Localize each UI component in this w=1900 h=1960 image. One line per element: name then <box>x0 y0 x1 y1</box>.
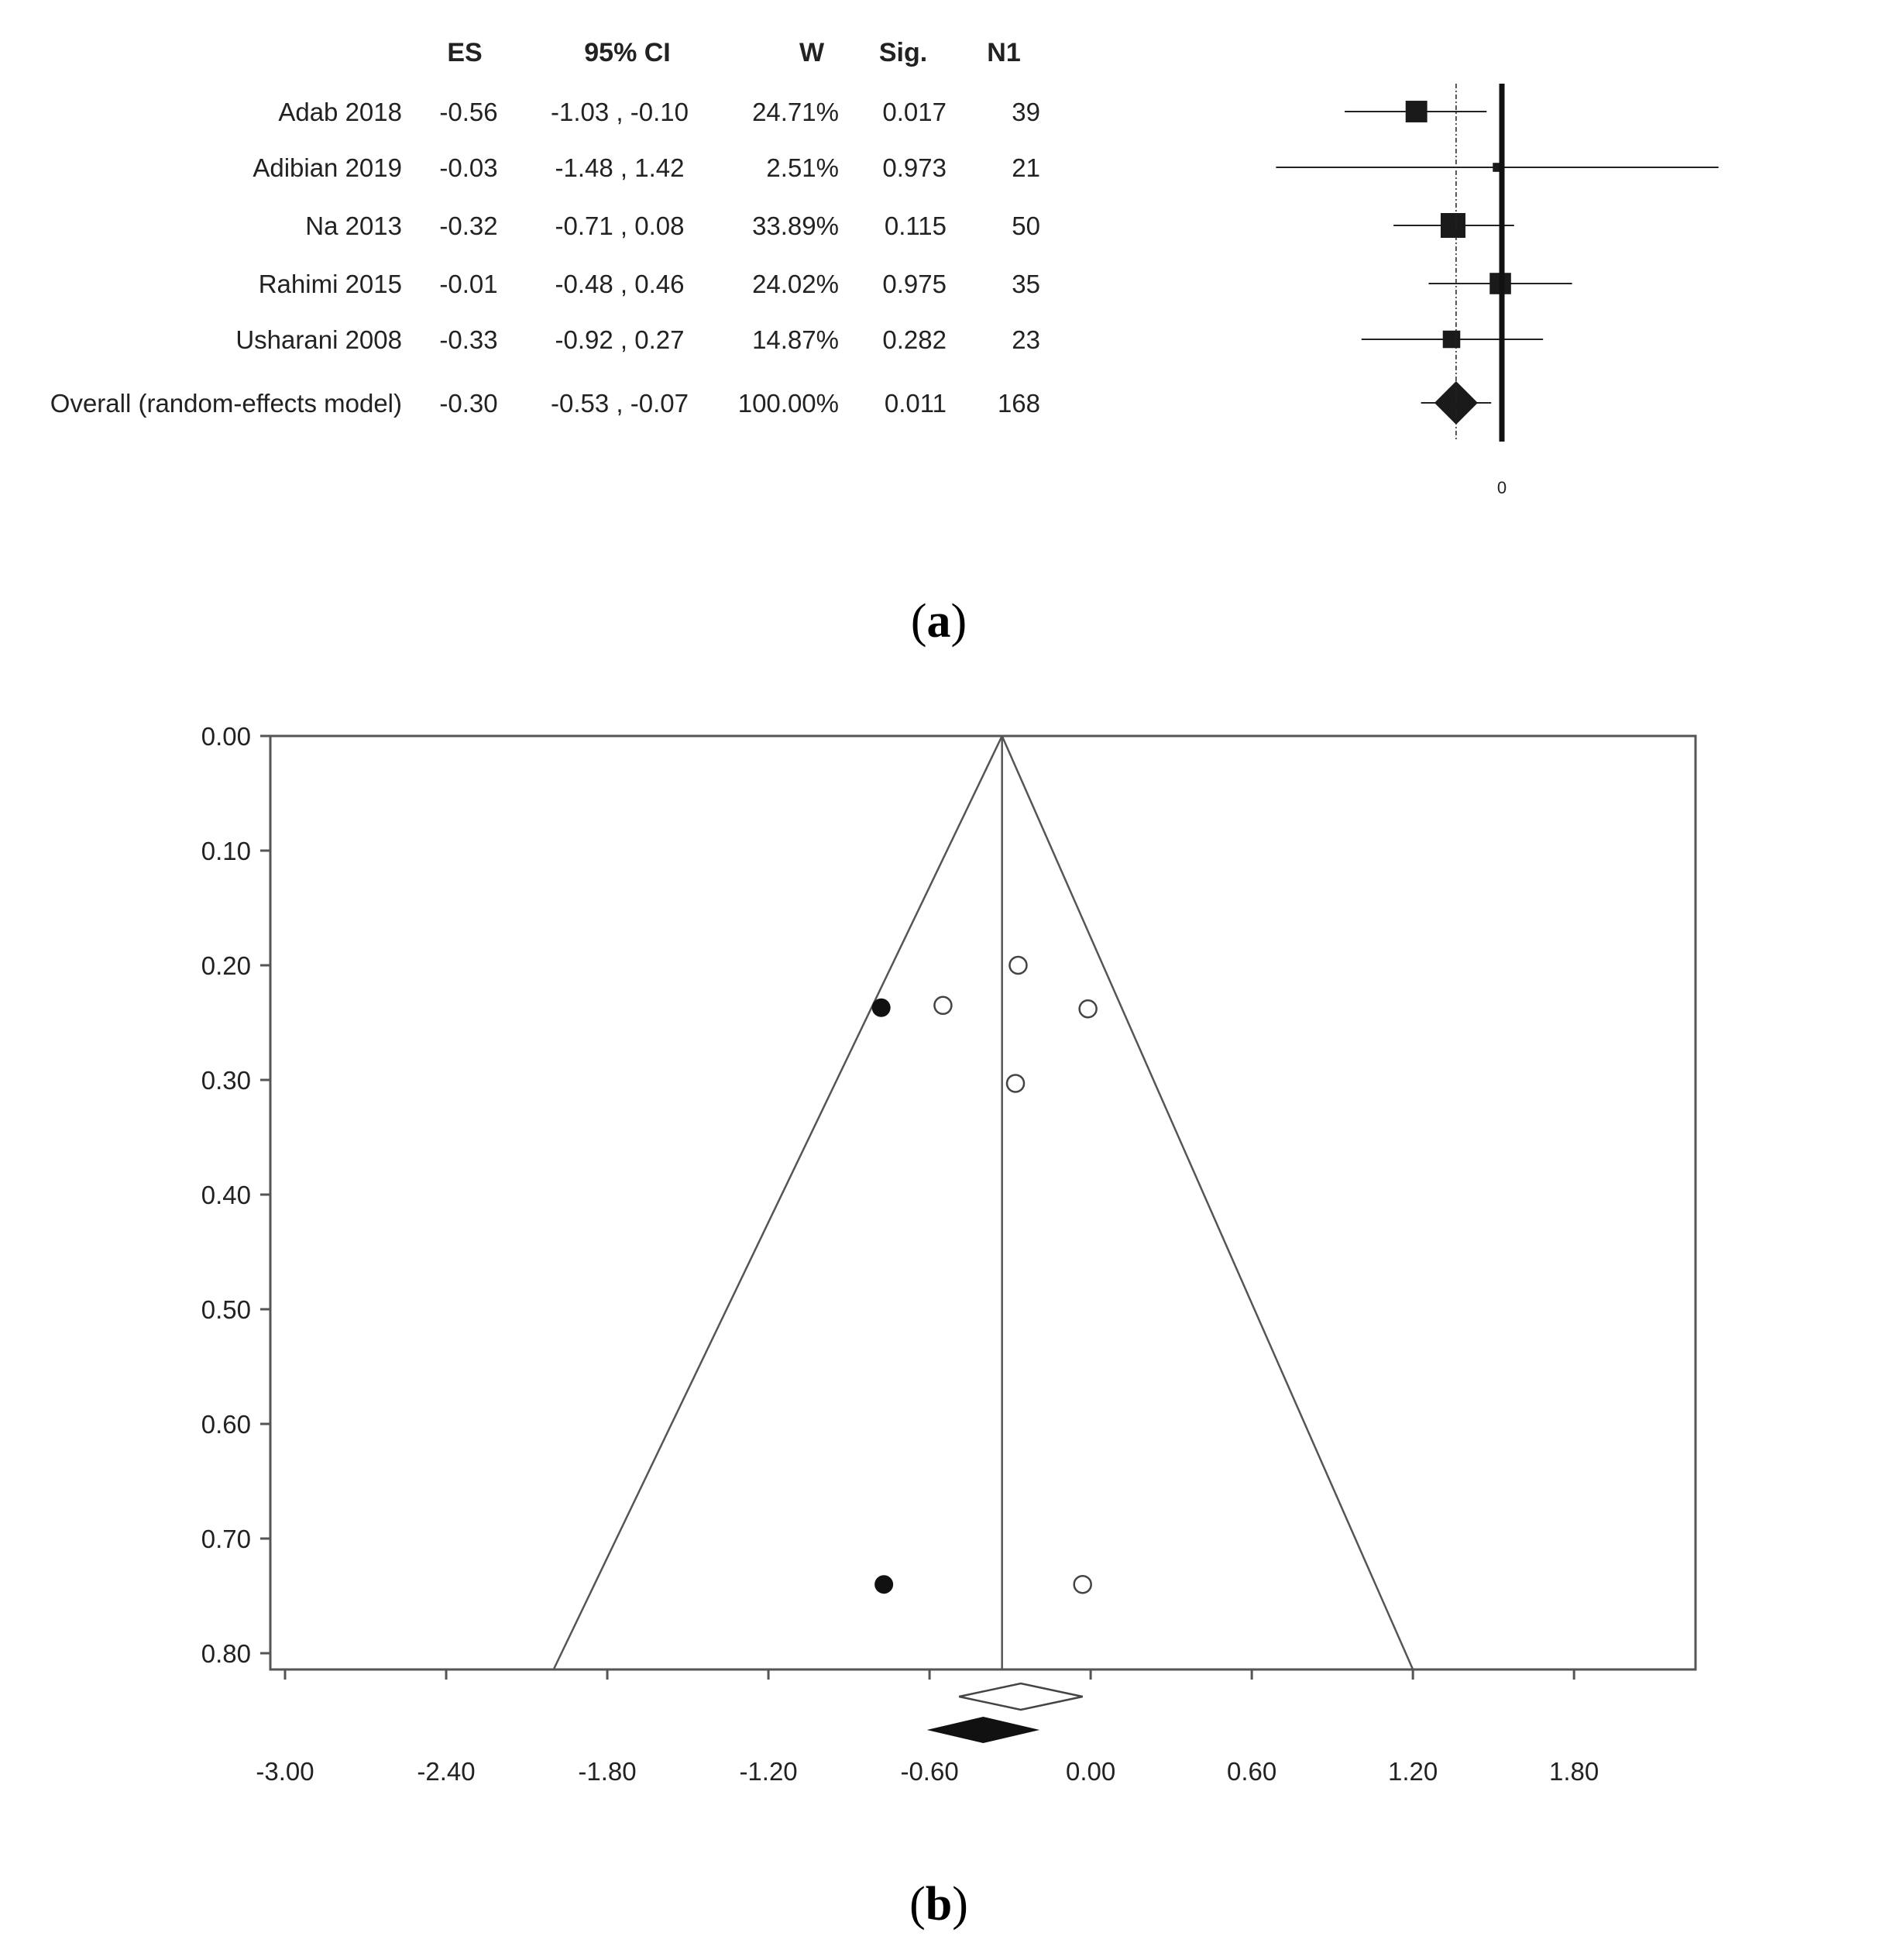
y-tick-label-0: 0.00 <box>201 722 251 751</box>
header-ci: 95% CI <box>584 38 671 67</box>
study-label-overall: Overall (random-effects model) <box>50 389 402 418</box>
study-sig-4: 0.282 <box>882 325 947 354</box>
imputed-study-point-0 <box>872 999 891 1017</box>
imputed-study-point-1 <box>874 1575 893 1594</box>
study-ci-0: -1.03 , -0.10 <box>551 98 689 126</box>
study-weight-2: 33.89% <box>752 211 839 240</box>
header-sig: Sig. <box>878 38 928 67</box>
study-n1-3: 35 <box>1012 270 1040 298</box>
y-tick-label-5: 0.50 <box>201 1295 251 1324</box>
study-sig-0: 0.017 <box>882 98 947 126</box>
observed-study-point-3 <box>1007 1075 1024 1092</box>
study-weight-1: 2.51% <box>766 153 839 182</box>
study-sig-overall: 0.011 <box>884 389 947 418</box>
x-tick-label-5: 0.00 <box>1065 1757 1116 1786</box>
study-n1-overall: 168 <box>997 389 1040 418</box>
study-weight-overall: 100.00% <box>737 389 839 418</box>
y-tick-label-8: 0.80 <box>201 1639 251 1668</box>
y-tick-label-3: 0.30 <box>201 1066 251 1095</box>
funnel-points <box>872 957 1097 1594</box>
study-weight-3: 24.02% <box>752 270 839 298</box>
study-label-4: Usharani 2008 <box>235 325 402 354</box>
study-es-4: -0.33 <box>439 325 498 354</box>
study-n1-1: 21 <box>1012 153 1040 182</box>
study-sig-2: 0.115 <box>884 211 947 240</box>
y-tick-label-6: 0.60 <box>201 1410 251 1439</box>
x-tick-label-8: 1.80 <box>1549 1757 1599 1786</box>
study-n1-0: 39 <box>1012 98 1040 126</box>
study-ci-2: -0.71 , 0.08 <box>555 211 685 240</box>
study-label-2: Na 2013 <box>305 211 402 240</box>
observed-study-point-1 <box>934 997 951 1014</box>
funnel-summaries <box>927 1683 1083 1743</box>
x-tick-label-7: 1.20 <box>1388 1757 1438 1786</box>
study-es-0: -0.56 <box>439 98 498 126</box>
forest-plot-area <box>1276 84 1718 479</box>
caption-a: (a) <box>910 595 967 648</box>
forest-header <box>447 38 1020 67</box>
y-tick-label-7: 0.70 <box>201 1525 251 1553</box>
x-tick-label-2: -1.80 <box>578 1757 637 1786</box>
study-label-3: Rahimi 2015 <box>258 270 402 298</box>
caption-b: (b) <box>909 1878 968 1931</box>
study-n1-4: 23 <box>1012 325 1040 354</box>
x-tick-label-4: -0.60 <box>900 1757 959 1786</box>
study-es-1: -0.03 <box>439 153 498 182</box>
study-ci-overall: -0.53 , -0.07 <box>551 389 689 418</box>
y-tick-label-2: 0.20 <box>201 951 251 980</box>
funnel-right-boundary <box>1002 736 1413 1669</box>
observed-study-point-4 <box>1074 1576 1091 1593</box>
study-ci-4: -0.92 , 0.27 <box>555 325 685 354</box>
caption-b-letter: b <box>925 1878 953 1931</box>
forest-zero-tick-label: 0 <box>1496 478 1507 497</box>
y-tick-label-1: 0.10 <box>201 837 251 865</box>
y-tick-label-4: 0.40 <box>201 1181 251 1209</box>
x-tick-label-1: -2.40 <box>417 1757 476 1786</box>
funnel-left-boundary <box>554 736 1002 1669</box>
study-weight-4: 14.87% <box>752 325 839 354</box>
header-es: ES <box>447 38 483 67</box>
study-n1-2: 50 <box>1012 211 1040 240</box>
study-es-2: -0.32 <box>439 211 498 240</box>
forest-plot <box>50 38 1719 648</box>
study-label-0: Adab 2018 <box>278 98 402 126</box>
study-ci-1: -1.48 , 1.42 <box>555 153 685 182</box>
study-weight-0: 24.71% <box>752 98 839 126</box>
x-tick-label-6: 0.60 <box>1227 1757 1277 1786</box>
y-axis <box>201 722 270 1668</box>
header-n1: N1 <box>987 38 1021 67</box>
observed-study-point-2 <box>1080 1000 1097 1017</box>
adjusted-summary-diamond <box>927 1717 1040 1743</box>
study-sig-3: 0.975 <box>882 270 947 298</box>
observed-summary-diamond <box>959 1683 1082 1710</box>
x-tick-label-3: -1.20 <box>739 1757 798 1786</box>
study-marker-2 <box>1441 213 1465 238</box>
study-marker-0 <box>1406 101 1428 122</box>
x-tick-label-0: -3.00 <box>256 1757 314 1786</box>
header-weight: W <box>799 38 825 67</box>
study-sig-1: 0.973 <box>882 153 947 182</box>
study-marker-4 <box>1443 331 1461 349</box>
forest-rows <box>50 98 1040 418</box>
observed-study-point-0 <box>1009 957 1026 974</box>
funnel-plot-frame <box>270 736 1696 1669</box>
study-label-1: Adibian 2019 <box>253 153 402 182</box>
study-ci-3: -0.48 , 0.46 <box>555 270 685 298</box>
study-es-overall: -0.30 <box>439 389 498 418</box>
study-es-3: -0.01 <box>439 270 498 298</box>
caption-a-letter: a <box>926 595 951 648</box>
funnel-shape <box>554 736 1413 1669</box>
funnel-plot <box>201 722 1696 1931</box>
